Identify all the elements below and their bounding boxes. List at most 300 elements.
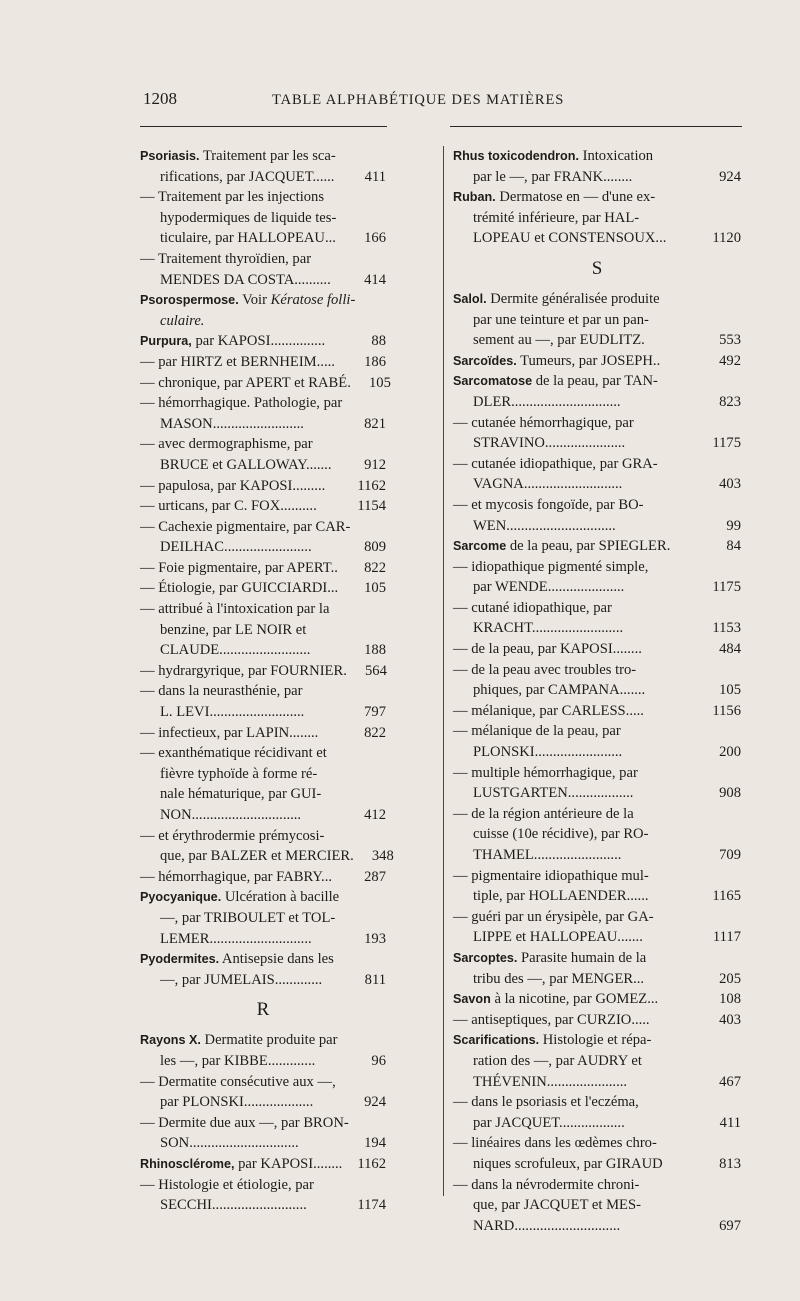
index-entry-line: [453, 1113, 741, 1134]
entry-description: Dermite généralisée produite: [486, 290, 660, 307]
entry-text: [160, 537, 346, 558]
entry-text: [140, 599, 346, 620]
entry-description: — idiopathique pigmenté simple,: [453, 558, 649, 575]
entry-text: [140, 826, 346, 847]
entry-page-number: 822: [364, 724, 386, 741]
entry-description: hypodermiques de liquide tes-: [160, 209, 337, 226]
entry-description: cuisse (10e récidive), par RO-: [473, 826, 649, 843]
index-entry-line: [140, 599, 386, 620]
index-entry-line: [140, 414, 386, 435]
entry-text: [473, 167, 701, 188]
entry-text: [160, 228, 346, 249]
entry-text: [453, 1092, 701, 1113]
index-entry-line: [453, 289, 741, 310]
entry-description: L. LEVI..........................: [160, 704, 305, 721]
entry-text: [473, 1216, 701, 1237]
index-entry-line: [453, 187, 741, 208]
entry-text: [140, 331, 346, 352]
entry-page-number: 194: [364, 1135, 386, 1152]
index-entry-line: [453, 1072, 741, 1093]
entry-page-number: 105: [719, 682, 741, 699]
entry-text: [453, 536, 701, 557]
entry-keyword: Rayons X.: [140, 1033, 201, 1048]
entry-page-number: 205: [719, 970, 741, 987]
entry-description: KRACHT.........................: [473, 620, 624, 637]
index-entry-line: [140, 455, 386, 476]
entry-text: [160, 970, 346, 991]
entry-text: [140, 517, 350, 538]
index-entry-line: [453, 146, 741, 167]
entry-text: [140, 661, 347, 682]
entry-description: MENDES DA COSTA..........: [160, 271, 331, 288]
entry-description: — dans la névrodermite chroni-: [453, 1176, 640, 1193]
entry-page-number: 564: [364, 662, 387, 679]
entry-description: par une teinture et par un pan-: [473, 311, 649, 328]
index-entry-line: [453, 228, 741, 249]
entry-keyword: Savon: [453, 992, 491, 1007]
entry-page-number: 1120: [712, 230, 741, 247]
entry-description: — dans la neurasthénie, par: [140, 683, 303, 700]
entry-text: [140, 887, 346, 908]
entry-text: [473, 824, 701, 845]
entry-description: — multiple hémorrhagique, par: [453, 764, 638, 781]
index-entry-line: [453, 330, 741, 351]
entry-page-number: 1154: [357, 498, 386, 515]
entry-text: [140, 1072, 346, 1093]
entry-description: — Dermatite consécutive aux —,: [140, 1073, 336, 1090]
index-entry-line: [140, 702, 386, 723]
entry-text: [160, 414, 346, 435]
entry-page-number: 924: [364, 1094, 386, 1111]
index-entry-line: [140, 1092, 386, 1113]
index-entry-line: [453, 577, 741, 598]
entry-description: — guéri par un érysipèle, par GA-: [453, 908, 654, 925]
entry-page-number: 348: [371, 848, 394, 865]
index-entry-line: [140, 723, 386, 744]
entry-text: [140, 1154, 346, 1175]
entry-text: [140, 558, 346, 579]
entry-text: [140, 1175, 346, 1196]
entry-page-number: 912: [364, 456, 386, 473]
entry-text: [453, 351, 701, 372]
index-entry-line: [453, 1195, 741, 1216]
index-entry-line: [453, 310, 741, 331]
entry-page-number: 492: [719, 352, 741, 369]
index-entry-line: [453, 1175, 741, 1196]
entry-text: [473, 1051, 701, 1072]
entry-description: SECCHI..........................: [160, 1197, 307, 1214]
entry-keyword: Sarcoïdes.: [453, 353, 517, 368]
entry-description: trémité inférieure, par HAL-: [473, 209, 640, 226]
index-entry-line: [453, 1216, 741, 1237]
index-entry-line: [140, 1175, 386, 1196]
index-entry-line: [140, 434, 386, 455]
index-entry-line: [140, 578, 386, 599]
entry-text: [453, 1010, 701, 1031]
entry-description: — Cachexie pigmentaire, par CAR-: [140, 518, 351, 535]
entry-description: niques scrofuleux, par GIRAUD: [473, 1155, 663, 1172]
entry-description: — exanthématique récidivant et: [140, 745, 327, 762]
entry-keyword: Pyodermites.: [140, 952, 220, 967]
entry-keyword: Psoriasis.: [140, 149, 200, 163]
entry-description: — Dermite due aux —, par BRON-: [140, 1114, 349, 1131]
entry-description: Ulcération à bacille: [221, 889, 340, 906]
entry-description: que, par BALZER et MERCIER.: [160, 848, 354, 865]
section-letter: S: [591, 257, 603, 279]
entry-text: [140, 1030, 346, 1051]
entry-description: — Traitement thyroïdien, par: [140, 250, 312, 267]
index-entry-line: [140, 949, 386, 970]
entry-text: [453, 660, 701, 681]
entry-description: PLONSKI........................: [473, 744, 623, 761]
entry-text: [453, 557, 701, 578]
index-entry-line: [140, 311, 386, 332]
entry-page-number: 412: [364, 807, 386, 823]
entry-page-number: 200: [719, 744, 741, 761]
entry-text: [140, 1113, 349, 1134]
entry-description: — et érythrodermie prémycosi-: [140, 827, 325, 844]
entry-text: [453, 1133, 701, 1154]
entry-page-number: 821: [364, 415, 386, 432]
index-entry-line: [140, 270, 386, 291]
entry-page-number: 823: [719, 393, 741, 410]
index-entry-line: [140, 661, 386, 682]
index-entry-line: [453, 763, 741, 784]
index-entry-line: [140, 887, 386, 908]
entry-description: BRUCE et GALLOWAY.......: [160, 456, 332, 473]
entry-text: [473, 742, 701, 763]
entry-keyword: Pyocyanique.: [140, 890, 222, 905]
entry-description: Dermatose en — d'une ex-: [495, 189, 656, 206]
index-entry-line: [140, 373, 391, 394]
index-entry-line: [140, 764, 386, 785]
entry-description: — Traitement par les injections: [140, 189, 325, 206]
entry-description: tiple, par HOLLAENDER......: [473, 888, 649, 905]
entry-text: [140, 290, 355, 311]
entry-text: [453, 639, 701, 660]
entry-description: DLER..............................: [473, 393, 621, 410]
entry-description: par KAPOSI...............: [191, 333, 326, 350]
entry-description: — mélanique de la peau, par: [453, 723, 621, 740]
entry-page-number: 813: [719, 1155, 741, 1172]
index-column-right: [453, 146, 741, 1236]
entry-description: — cutané idiopathique, par: [453, 599, 612, 616]
entry-text: [473, 310, 701, 331]
entry-description: —, par JUMELAIS.............: [160, 971, 323, 988]
entry-page-number: 188: [364, 642, 386, 659]
entry-text: [453, 721, 701, 742]
entry-text: [453, 598, 701, 619]
entry-description: VAGNA...........................: [473, 476, 623, 493]
entry-text: [140, 373, 351, 394]
entry-italic-reference: culaire.: [160, 312, 205, 329]
index-entry-line: [453, 886, 741, 907]
entry-page-number: 403: [719, 476, 741, 493]
entry-page-number: 924: [719, 168, 741, 185]
entry-text: [473, 1072, 701, 1093]
index-entry-line: [140, 908, 386, 929]
index-entry-line: [453, 680, 741, 701]
entry-text: [453, 1175, 701, 1196]
entry-text: [453, 146, 701, 167]
entry-description: — Étiologie, par GUICCIARDI...: [140, 580, 339, 597]
entry-text: [140, 949, 346, 970]
entry-keyword: Sarcomatose: [453, 374, 533, 389]
entry-text: [140, 681, 346, 702]
entry-text: [160, 270, 346, 291]
entry-text: [453, 763, 701, 784]
entry-page-number: 797: [364, 704, 386, 721]
entry-description: MASON.........................: [160, 415, 304, 432]
entry-text: [473, 1154, 701, 1175]
entry-text: [473, 927, 701, 948]
index-entry-line: [140, 290, 386, 311]
entry-description: LOPEAU et CONSTENSOUX...: [473, 230, 667, 247]
entry-text: [160, 908, 346, 929]
entry-description: sement au —, par EUDLITZ.: [473, 332, 645, 349]
entry-page-number: 484: [719, 641, 741, 658]
index-entry-line: [140, 1051, 386, 1072]
index-entry-line: [140, 620, 386, 641]
entry-page-number: 96: [371, 1052, 386, 1069]
index-entry-line: [140, 805, 386, 826]
entry-text: [140, 187, 346, 208]
entry-page-number: 709: [719, 847, 741, 863]
entry-page-number: 403: [719, 1011, 741, 1028]
entry-description: LIPPE et HALLOPEAU.......: [473, 929, 643, 946]
entry-text: [140, 476, 346, 497]
entry-page-number: 84: [726, 538, 741, 555]
entry-text: [160, 1133, 346, 1154]
entry-description: — chronique, par APERT et RABÉ.: [140, 374, 351, 391]
entry-page-number: 467: [719, 1073, 741, 1090]
entry-text: [473, 577, 701, 598]
entry-text: [140, 743, 346, 764]
index-entry-line: [140, 393, 386, 414]
page-number: 1208: [143, 89, 177, 108]
index-entry-line: [453, 454, 741, 475]
index-entry-line: [453, 927, 741, 948]
entry-text: [473, 1195, 701, 1216]
index-entry-line: [453, 371, 741, 392]
entry-keyword: Psorospermose.: [140, 293, 239, 308]
entry-description: Antisepsie dans les: [219, 951, 334, 968]
entry-description: — hémorrhagique. Pathologie, par: [140, 395, 343, 412]
index-entry-line: [453, 1133, 741, 1154]
entry-description: phiques, par CAMPANA.......: [473, 682, 646, 699]
entry-description: — mélanique, par CARLESS.....: [453, 702, 644, 719]
index-entry-line: [453, 1010, 741, 1031]
entry-text: [160, 702, 346, 723]
entry-description: WEN..............................: [473, 517, 616, 534]
entry-page-number: 1174: [357, 1197, 386, 1214]
index-entry-line: [140, 228, 386, 249]
entry-keyword: Purpura,: [140, 334, 192, 349]
entry-text: [453, 371, 701, 392]
index-entry-line: [140, 352, 386, 373]
index-entry-line: [140, 208, 386, 229]
entry-page-number: 822: [364, 559, 386, 576]
entry-description: les —, par KIBBE.............: [160, 1052, 316, 1069]
index-entry-line: [140, 1154, 386, 1175]
index-entry-line: [453, 845, 741, 866]
index-entry-line: [140, 929, 386, 950]
index-entry-line: [453, 392, 741, 413]
entry-description: nale hématurique, par GUI-: [160, 786, 322, 803]
entry-page-number: 287: [364, 868, 386, 885]
index-entry-line: [140, 1072, 386, 1093]
index-entry-line: [140, 1113, 386, 1134]
index-entry-line: [453, 742, 741, 763]
entry-description: NARD.............................: [473, 1217, 621, 1234]
entry-description: LUSTGARTEN..................: [473, 785, 634, 802]
index-entry-line: [453, 824, 741, 845]
running-title: TABLE ALPHABÉTIQUE DES MATIÈRES: [272, 92, 565, 108]
entry-description: à la nicotine, par GOMEZ...: [490, 991, 659, 1008]
entry-text: [453, 289, 701, 310]
index-entry-line: [453, 208, 741, 229]
entry-page-number: 166: [364, 230, 386, 247]
index-entry-line: [453, 660, 741, 681]
index-entry-line: [453, 1092, 741, 1113]
index-entry-line: [140, 970, 386, 991]
entry-description: — avec dermographisme, par: [140, 436, 313, 453]
index-entry-line: [140, 187, 386, 208]
entry-keyword: Sarcome: [453, 539, 507, 554]
entry-text: [473, 208, 701, 229]
section-letter: R: [256, 999, 270, 1021]
entry-description: fièvre typhoïde à forme ré-: [160, 765, 318, 782]
entry-text: [453, 495, 701, 516]
entry-page-number: 1156: [712, 702, 741, 719]
entry-text: [473, 1113, 701, 1134]
index-entry-line: [453, 536, 741, 557]
entry-keyword: Salol.: [453, 291, 487, 306]
index-entry-line: [140, 1030, 386, 1051]
entry-text: [140, 578, 346, 599]
index-entry-line: [140, 146, 386, 167]
index-entry-line: [453, 474, 741, 495]
index-entry-line: [140, 867, 386, 888]
entry-description: — antiseptiques, par CURZIO.....: [453, 1011, 650, 1028]
entry-description: Voir: [238, 292, 271, 309]
entry-text: [160, 640, 346, 661]
entry-text: [160, 764, 346, 785]
entry-keyword: Rhinosclérome,: [140, 1156, 235, 1171]
index-entry-line: [140, 537, 386, 558]
entry-text: [453, 187, 701, 208]
entry-description: rifications, par JACQUET......: [160, 168, 335, 185]
entry-text: [160, 805, 346, 826]
entry-page-number: 809: [364, 539, 386, 556]
entry-description: de la peau, par SPIEGLER.: [506, 538, 671, 555]
entry-page-number: 1162: [357, 477, 386, 494]
entry-text: [140, 249, 346, 270]
entry-description: par WENDE.....................: [473, 579, 625, 596]
entry-page-number: 186: [364, 353, 386, 370]
entry-description: par PLONSKI...................: [160, 1094, 314, 1111]
index-entry-line: [140, 1195, 386, 1216]
entry-text: [473, 845, 701, 866]
index-entry-line: [140, 476, 386, 497]
index-entry-line: [140, 331, 386, 352]
entry-description: benzine, par LE NOIR et: [160, 621, 307, 638]
entry-text: [473, 228, 701, 249]
index-entry-line: [453, 598, 741, 619]
index-entry-line: [453, 969, 741, 990]
entry-text: [453, 866, 701, 887]
entry-text: [453, 907, 701, 928]
index-entry-line: [453, 721, 741, 742]
index-entry-line: [453, 783, 741, 804]
index-entry-line: [453, 167, 741, 188]
entry-description: NON..............................: [160, 807, 302, 823]
index-entry-line: [453, 1051, 741, 1072]
entry-description: ticulaire, par HALLOPEAU...: [160, 230, 336, 247]
entry-page-number: 108: [719, 991, 741, 1008]
entry-page-number: 1162: [357, 1155, 386, 1172]
entry-text: [453, 1030, 701, 1051]
index-entry-line: [453, 351, 741, 372]
entry-text: [160, 1195, 346, 1216]
entry-page-number: 1175: [712, 579, 741, 596]
index-entry-line: [140, 640, 386, 661]
entry-text: [140, 146, 346, 167]
entry-page-number: 553: [719, 332, 741, 349]
entry-description: que, par JACQUET et MES-: [473, 1197, 641, 1214]
entry-text: [160, 311, 346, 332]
entry-page-number: 411: [364, 168, 386, 185]
entry-text: [453, 701, 701, 722]
index-entry-line: [453, 948, 741, 969]
entry-keyword: Sarcoptes.: [453, 950, 518, 965]
entry-description: — urticans, par C. FOX..........: [140, 498, 317, 515]
entry-text: [140, 393, 346, 414]
index-entry-line: [140, 249, 386, 270]
entry-italic-reference: Kératose folli-: [270, 292, 356, 309]
index-entry-line: [453, 866, 741, 887]
index-entry-line: [453, 433, 741, 454]
index-entry-line: [453, 618, 741, 639]
header-rule-right: [450, 126, 742, 127]
index-entry-line: [453, 557, 741, 578]
entry-text: [160, 784, 346, 805]
entry-text: [473, 330, 701, 351]
entry-page-number: 99: [726, 517, 741, 534]
entry-description: par le —, par FRANK........: [473, 168, 633, 185]
index-entry-line: [453, 701, 741, 722]
index-entry-line: [140, 826, 386, 847]
entry-description: —, par TRIBOULET et TOL-: [160, 909, 336, 926]
entry-description: — et mycosis fongoïde, par BO-: [453, 496, 644, 513]
entry-page-number: 105: [368, 374, 391, 391]
entry-page-number: 811: [364, 971, 386, 988]
index-entry-line: [453, 495, 741, 516]
entry-page-number: 105: [364, 580, 386, 597]
index-entry-line: [140, 784, 386, 805]
index-entry-line: [453, 804, 741, 825]
entry-description: de la peau, par TAN-: [532, 373, 658, 390]
entry-text: [453, 804, 701, 825]
index-entry-line: [140, 496, 386, 517]
index-entry-line: [453, 413, 741, 434]
column-divider: [443, 146, 444, 1196]
entry-text: [453, 413, 701, 434]
entry-description: LEMER............................: [160, 930, 312, 947]
entry-text: [160, 1092, 346, 1113]
entry-description: THAMEL........................: [473, 847, 622, 863]
entry-description: — de la peau avec troubles tro-: [453, 661, 637, 678]
